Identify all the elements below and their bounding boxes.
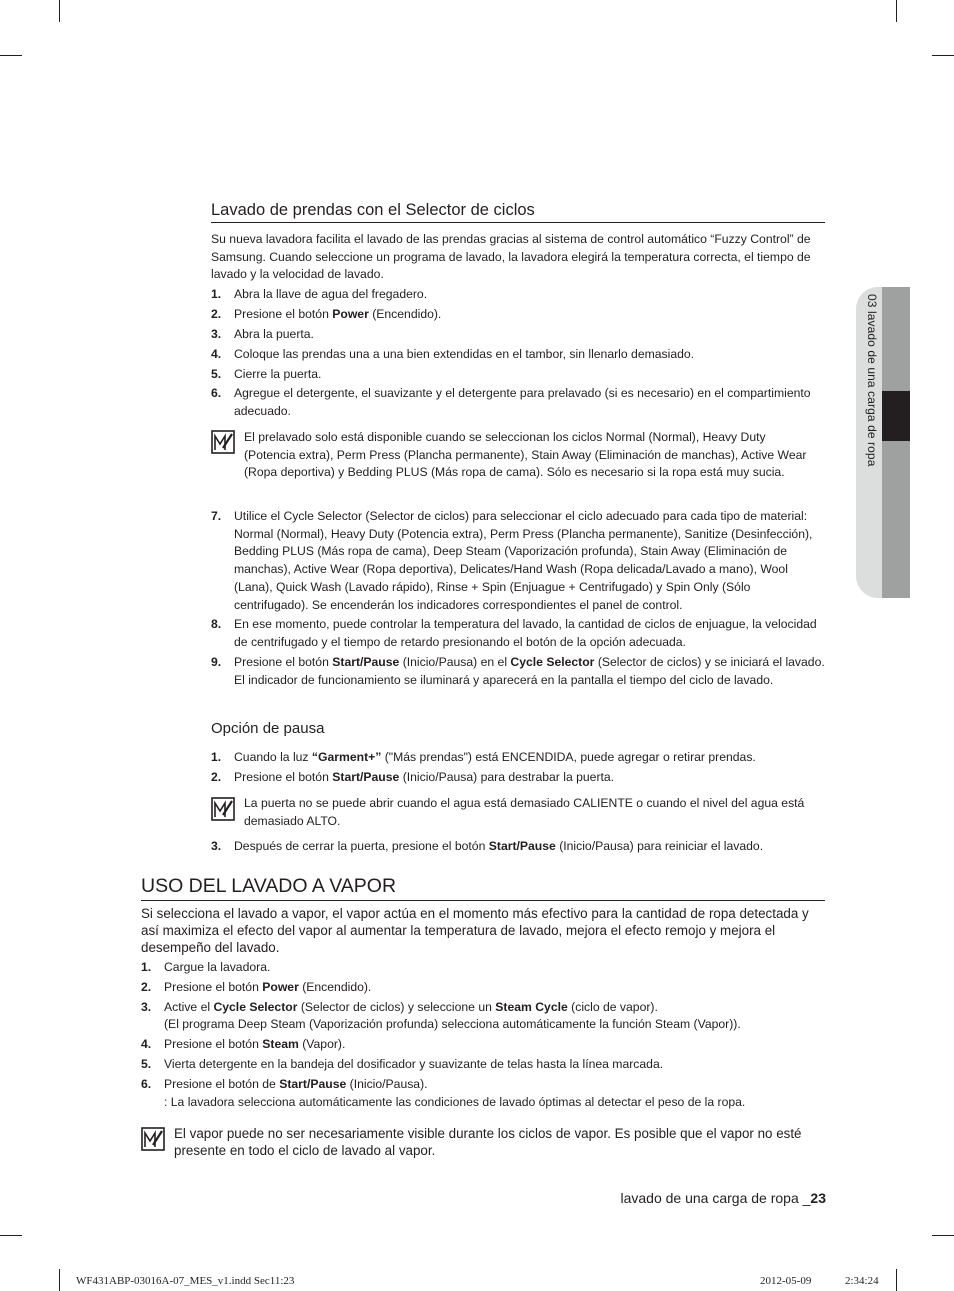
- step-text: Active el: [164, 999, 214, 1014]
- step-bold: Steam: [262, 1037, 299, 1052]
- step-text: Coloque las prendas una a una bien extendidas en el tambor, sin llenarlo demasiado.: [234, 346, 695, 361]
- steps-list: [211, 508, 827, 692]
- step-number: 1.: [211, 750, 222, 764]
- step-bold: Power: [262, 979, 299, 994]
- step-number: 2.: [141, 979, 152, 994]
- step-number: 6.: [141, 1077, 152, 1092]
- list-item: [141, 999, 827, 1034]
- step-text: Presione el botón: [234, 769, 333, 784]
- step-number: 2.: [211, 769, 222, 784]
- step-number: 4.: [141, 1037, 152, 1052]
- note-door: La puerta no se puede abrir cuando el agua está demasiado CALIENTE o cuando el nivel del agua está demasiado ALTO.: [244, 796, 805, 828]
- chapter-tab-label: 03 lavado de una carga de ropa: [865, 294, 879, 467]
- steps-list: [141, 959, 827, 1114]
- step-number: 5.: [211, 366, 222, 381]
- steps-list: [211, 749, 827, 789]
- note-icon: [141, 1127, 165, 1151]
- crop-mark: [896, 1269, 897, 1291]
- step-number: 4.: [211, 346, 222, 361]
- list-item: [211, 286, 827, 304]
- crop-mark: [0, 55, 22, 56]
- list-item: [211, 508, 827, 614]
- step-bold: Start/Pause: [332, 655, 400, 669]
- step-text: Cargue la lavadora.: [164, 960, 271, 974]
- crop-mark: [59, 1269, 60, 1291]
- list-item: [211, 385, 827, 420]
- print-file-info: WF431ABP-03016A-07_MES_v1.indd Sec11:23: [76, 1275, 295, 1287]
- step-text: (Inicio/Pausa) en el: [399, 655, 511, 669]
- step-bold: Start/Pause: [332, 769, 400, 784]
- crop-mark: [932, 1235, 954, 1236]
- page-number: 23: [810, 1190, 826, 1206]
- step-bold: Start/Pause: [488, 839, 556, 853]
- step-bold: Start/Pause: [279, 1077, 347, 1092]
- section-intro: Si selecciona el lavado a vapor, el vapor actúa en el momento más efectivo para la cantidad de ropa detectada y así maximiza el efecto del vapor al aumentar la temperatura de lavado, mejora el efecto remojo y mejora el desempeño del lavado.: [141, 906, 809, 955]
- step-text: (Selector de ciclos) y seleccione un: [297, 999, 496, 1014]
- step-number: 5.: [141, 1057, 152, 1072]
- step-text: Abra la llave de agua del fregadero.: [234, 287, 428, 301]
- step-bold: Cycle Selector: [213, 999, 298, 1014]
- step-text: Presione el botón de: [164, 1077, 280, 1092]
- step-number: 9.: [211, 655, 222, 669]
- step-bold: Steam Cycle: [495, 999, 568, 1014]
- page-footer: [560, 1190, 826, 1206]
- note-icon: [211, 430, 235, 454]
- footer-section-label: lavado de una carga de ropa _: [620, 1190, 811, 1206]
- list-item: [141, 1056, 827, 1074]
- step-text: Cierre la puerta.: [234, 366, 322, 381]
- step-text: Presione el botón: [164, 1037, 263, 1052]
- list-item: [211, 346, 827, 364]
- list-item: [211, 838, 827, 856]
- chapter-tab-stripe: [882, 287, 910, 598]
- step-number: 2.: [211, 306, 222, 321]
- step-number: 1.: [211, 287, 222, 301]
- step-text: (Encendido).: [298, 979, 372, 994]
- step-text: Cuando la luz: [234, 750, 312, 764]
- print-time: 2:34:24: [845, 1275, 879, 1287]
- list-item: [141, 959, 827, 977]
- list-item: [211, 769, 827, 787]
- step-text: Agregue el detergente, el suavizante y el detergente para prelavado (si es necesario) en el compartimiento adecuado.: [234, 386, 811, 419]
- step-number: 3.: [211, 839, 222, 853]
- step-text: (Inicio/Pausa) para destrabar la puerta.: [399, 769, 615, 784]
- step-bold: “Garment+”: [311, 750, 382, 764]
- crop-mark: [59, 0, 60, 22]
- crop-mark: [932, 55, 954, 56]
- steps-list: [211, 286, 827, 423]
- print-date: 2012-05-09: [760, 1275, 812, 1287]
- step-number: 3.: [211, 326, 222, 341]
- step-text: Abra la puerta.: [234, 326, 314, 341]
- step-number: 6.: [211, 386, 222, 401]
- step-text: (Vapor).: [298, 1037, 346, 1052]
- section-title-steam: USO DEL LAVADO A VAPOR: [141, 875, 825, 901]
- step-bold: Cycle Selector: [510, 655, 595, 669]
- note-prewash: El prelavado solo está disponible cuando se seleccionan los ciclos Normal (Normal), Heavy Duty (Potencia extra), Perm Press (Plancha permanente), Stain Away (Eliminación de manchas), Active Wear (Ropa deportiva) y Bedding PLUS (Más ropa de cama). Sólo es necesario si la ropa está muy sucia.: [244, 430, 807, 480]
- list-item: [211, 616, 827, 651]
- list-item: [141, 979, 827, 997]
- step-bold: Power: [332, 306, 369, 321]
- crop-mark: [0, 1235, 22, 1236]
- step-number: 3.: [141, 999, 152, 1014]
- step-text: En ese momento, puede controlar la temperatura del lavado, la cantidad de ciclos de enjuague, la velocidad de centrifugado y el tiempo de retardo presionando el botón de la opción adecuada.: [234, 617, 817, 650]
- list-item: [211, 366, 827, 384]
- note-icon: [211, 797, 235, 821]
- step-text: : La lavadora selecciona automáticamente las condiciones de lavado óptimas al detectar el peso de la ropa.: [164, 1094, 746, 1109]
- step-text: Utilice el Cycle Selector (Selector de ciclos) para seleccionar el ciclo adecuado para cada tipo de material: Normal (Normal), Heavy Duty (Potencia extra), Perm Press (Plancha permanente), Sanitize (Desinfección), Bedding PLUS (Más ropa de cama), Deep Steam (Vaporización profunda), Stain Away (Eliminación de manchas), Active Wear (Ropa deportiva), Delicates/Hand Wash (Ropa delicada/Lavado a mano), Wool (Lana), Quick Wash (Lavado rápido), Rinse + Spin (Enjuague + Centrifugado) y Spin Only (Sólo centrifugado). Se encenderán los indicadores correspondientes el panel de control.: [234, 509, 813, 612]
- subsection-title-pause: Opción de pausa: [211, 720, 325, 737]
- step-text: (Inicio/Pausa) para reiniciar el lavado.: [555, 839, 764, 853]
- list-item: [141, 1076, 827, 1111]
- section-intro: Su nueva lavadora facilita el lavado de las prendas gracias al sistema de control automático “Fuzzy Control” de Samsung. Cuando seleccione un programa de lavado, la lavadora elegirá la temperatura correcta, el tiempo de lavado y la velocidad de lavado.: [211, 232, 811, 282]
- step-text: Presione el botón: [164, 979, 263, 994]
- crop-mark: [896, 0, 897, 22]
- step-text: (Selector de ciclos) y se iniciará el lavado. El indicador de funcionamiento se iluminará y aparecerá en la pantalla el tiempo del ciclo de lavado.: [234, 655, 825, 687]
- note-steam: El vapor puede no ser necesariamente visible durante los ciclos de vapor. Es posible que el vapor no esté presente en todo el ciclo de lavado al vapor.: [174, 1126, 802, 1158]
- list-item: [211, 654, 827, 689]
- step-text: Presione el botón: [234, 655, 333, 669]
- list-item: [211, 326, 827, 344]
- step-text: Vierta detergente en la bandeja del dosificador y suavizante de telas hasta la línea marcada.: [164, 1057, 664, 1072]
- step-number: 7.: [211, 509, 222, 523]
- step-text: (Inicio/Pausa).: [346, 1077, 428, 1092]
- list-item: [211, 749, 827, 767]
- step-text: Presione el botón: [234, 306, 333, 321]
- step-number: 8.: [211, 617, 222, 632]
- step-text: (Encendido).: [368, 306, 442, 321]
- list-item: [211, 306, 827, 324]
- chapter-tab-marker: [882, 391, 910, 441]
- step-text: (ciclo de vapor).: [567, 999, 658, 1014]
- step-text: ("Más prendas") está ENCENDIDA, puede agregar o retirar prendas.: [381, 750, 756, 764]
- step-text: (El programa Deep Steam (Vaporización profunda) selecciona automáticamente la función Steam (Vapor)).: [164, 1017, 741, 1032]
- step-text: Después de cerrar la puerta, presione el botón: [234, 839, 489, 853]
- steps-list: [211, 838, 827, 858]
- step-number: 1.: [141, 960, 152, 974]
- section-title-cycle-selector: Lavado de prendas con el Selector de ciclos: [211, 201, 825, 223]
- list-item: [141, 1036, 827, 1054]
